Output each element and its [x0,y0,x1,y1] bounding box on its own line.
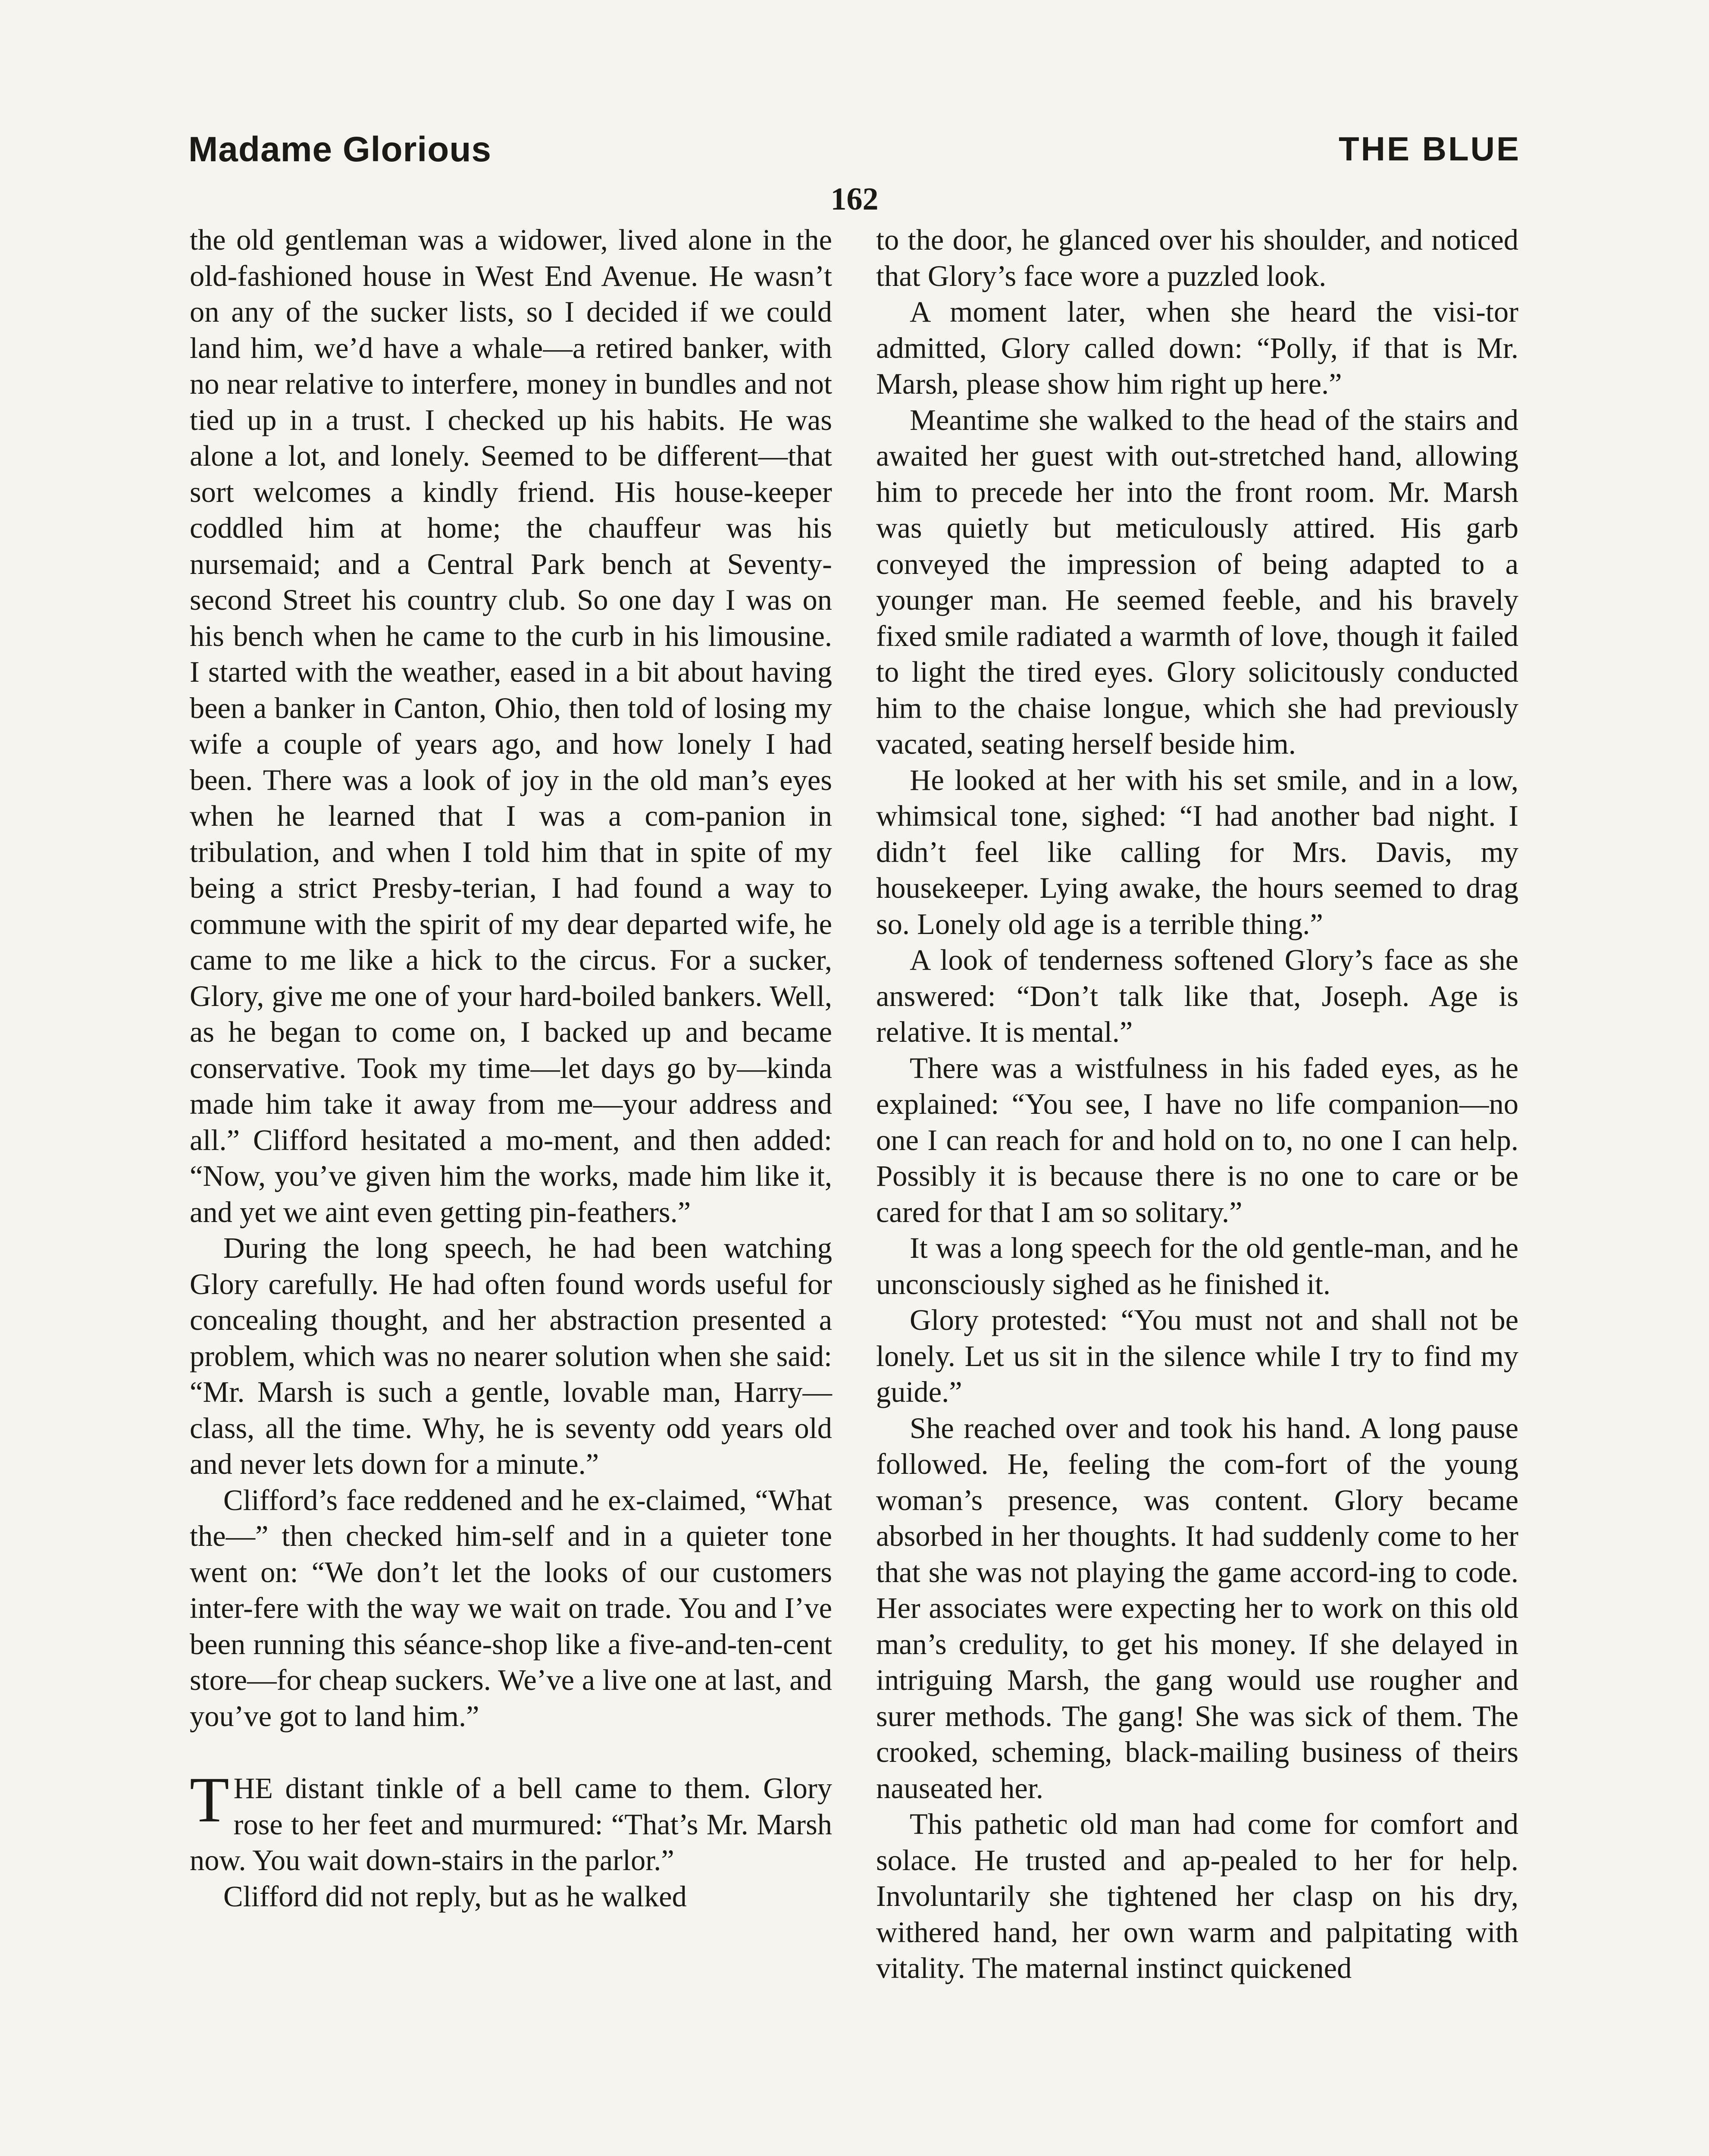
drop-cap: T [190,1764,229,1836]
paragraph: Meantime she walked to the head of the stairs and awaited her guest with out-stretched hand, allowing him to precede her into the front room. Mr. Marsh was quietly but meticulously attired. His garb conveyed the impression of being adapted to a younger man. He seemed feeble, and his bravely fixed smile radiated a warmth of love, though it failed to light the tired eyes. Glory solicitously conducted him to the chaise longue, which she had previously vacated, seating herself beside him. [876,403,1518,760]
running-header [188,129,1521,185]
story-title: Madame Glorious [188,130,492,169]
paragraph: There was a wistfulness in his faded eyes, as he explained: “You see, I have no life companion—no one I can reach for and hold on to, no one I can help. Possibly it is because there is no one to care or be cared for that I am so solitary.” [876,1051,1518,1228]
section-start-text: HE distant tinkle of a bell came to them. Glory rose to her feet and murmured: “That’s Mr. Marsh now. You wait down-stairs in the parlor.” [190,1772,832,1877]
paragraph: It was a long speech for the old gentle-man, and he unconsciously sighed as he finished it. [876,1232,1518,1300]
paragraph: He looked at her with his set smile, and in a low, whimsical tone, sighed: “I had another bad night. I didn’t feel like calling for Mrs. Davis, my housekeeper. Lying awake, the hours seemed to drag so. Lonely old age is a terrible thing.” [876,763,1518,940]
paragraph: to the door, he glanced over his shoulder, and noticed that Glory’s face wore a puzzled look. [876,223,1518,292]
paragraph: During the long speech, he had been watching Glory carefully. He had often found words useful for concealing thought, and her abstraction presented a problem, which was no nearer solution when she said: “Mr. Marsh is such a gentle, lovable man, Harry—class, all the time. Why, he is seventy odd years old and never lets down for a minute.” [190,1232,832,1480]
paragraph: the old gentleman was a widower, lived alone in the old-fashioned house in West End Avenue. He wasn’t on any of the sucker lists, so I decided if we could land him, we’d have a whale—a retired banker, with no near relative to interfere, money in bundles and not tied up in a trust. I checked up his habits. He was alone a lot, and lonely. Seemed to be different—that sort welcomes a kindly friend. His house-keeper coddled him at home; the chauffeur was his nursemaid; and a Central Park bench at Seventy-second Street his country club. So one day I was on his bench when he came to the curb in his limousine. I started with the weather, eased in a bit about having been a banker in Canton, Ohio, then told of losing my wife a couple of years ago, and how lonely I had been. There was a look of joy in the old man’s eyes when he learned that I was a com-panion in tribulation, and when I told him that in spite of my being a strict Presby-terian, I had found a way to commune with the spirit of my dear departed wife, he came to me like a hick to the circus. For a sucker, Glory, give me one of your hard-boiled bankers. Well, as he began to come on, I backed up and became conservative. Took my time—let days go by—kinda made him take it away from me—your address and all.” Clifford hesitated a mo-ment, and then added: “Now, you’ve given him the works, made him like it, and yet we aint even getting pin-feathers.” [190,223,832,1228]
right-column [876,222,1518,1987]
left-column [190,222,832,1915]
paragraph: Clifford did not reply, but as he walked [223,1880,687,1913]
paragraph: A look of tenderness softened Glory’s face as she answered: “Don’t talk like that, Joseph. Age is relative. It is mental.” [876,943,1518,1048]
paragraph: A moment later, when she heard the visi-tor admitted, Glory called down: “Polly, if that is Mr. Marsh, please show him right up here.” [876,295,1518,400]
page-number: 162 [830,182,879,217]
section-start-paragraph [190,1764,832,1879]
paragraph: She reached over and took his hand. A long pause followed. He, feeling the com-fort of the young woman’s presence, was content. Glory became absorbed in her thoughts. It had suddenly come to her that she was not playing the game accord-ing to code. Her associates were expecting her to work on this old man’s credulity, to get his money. If she delayed in intriguing Marsh, the gang would use rougher and surer methods. The gang! She was sick of them. The crooked, scheming, black-mailing business of theirs nauseated her. [876,1411,1518,1805]
paragraph: This pathetic old man had come for comfort and solace. He trusted and ap-pealed to her for help. Involuntarily she tightened her clasp on his dry, withered hand, her own warm and palpitating with vitality. The maternal instinct quickened [876,1808,1518,1984]
magazine-title: THE BLUE [1339,130,1521,168]
paragraph: Glory protested: “You must not and shall not be lonely. Let us sit in the silence while I try to find my guide.” [876,1304,1518,1408]
paragraph: Clifford’s face reddened and he ex-claimed, “What the—” then checked him-self and in a quieter tone went on: “We don’t let the looks of our customers inter-fere with the way we wait on trade. You and I’ve been running this séance-shop like a five-and-ten-cent store—for cheap suckers. We’ve a live one at last, and you’ve got to land him.” [190,1483,832,1733]
